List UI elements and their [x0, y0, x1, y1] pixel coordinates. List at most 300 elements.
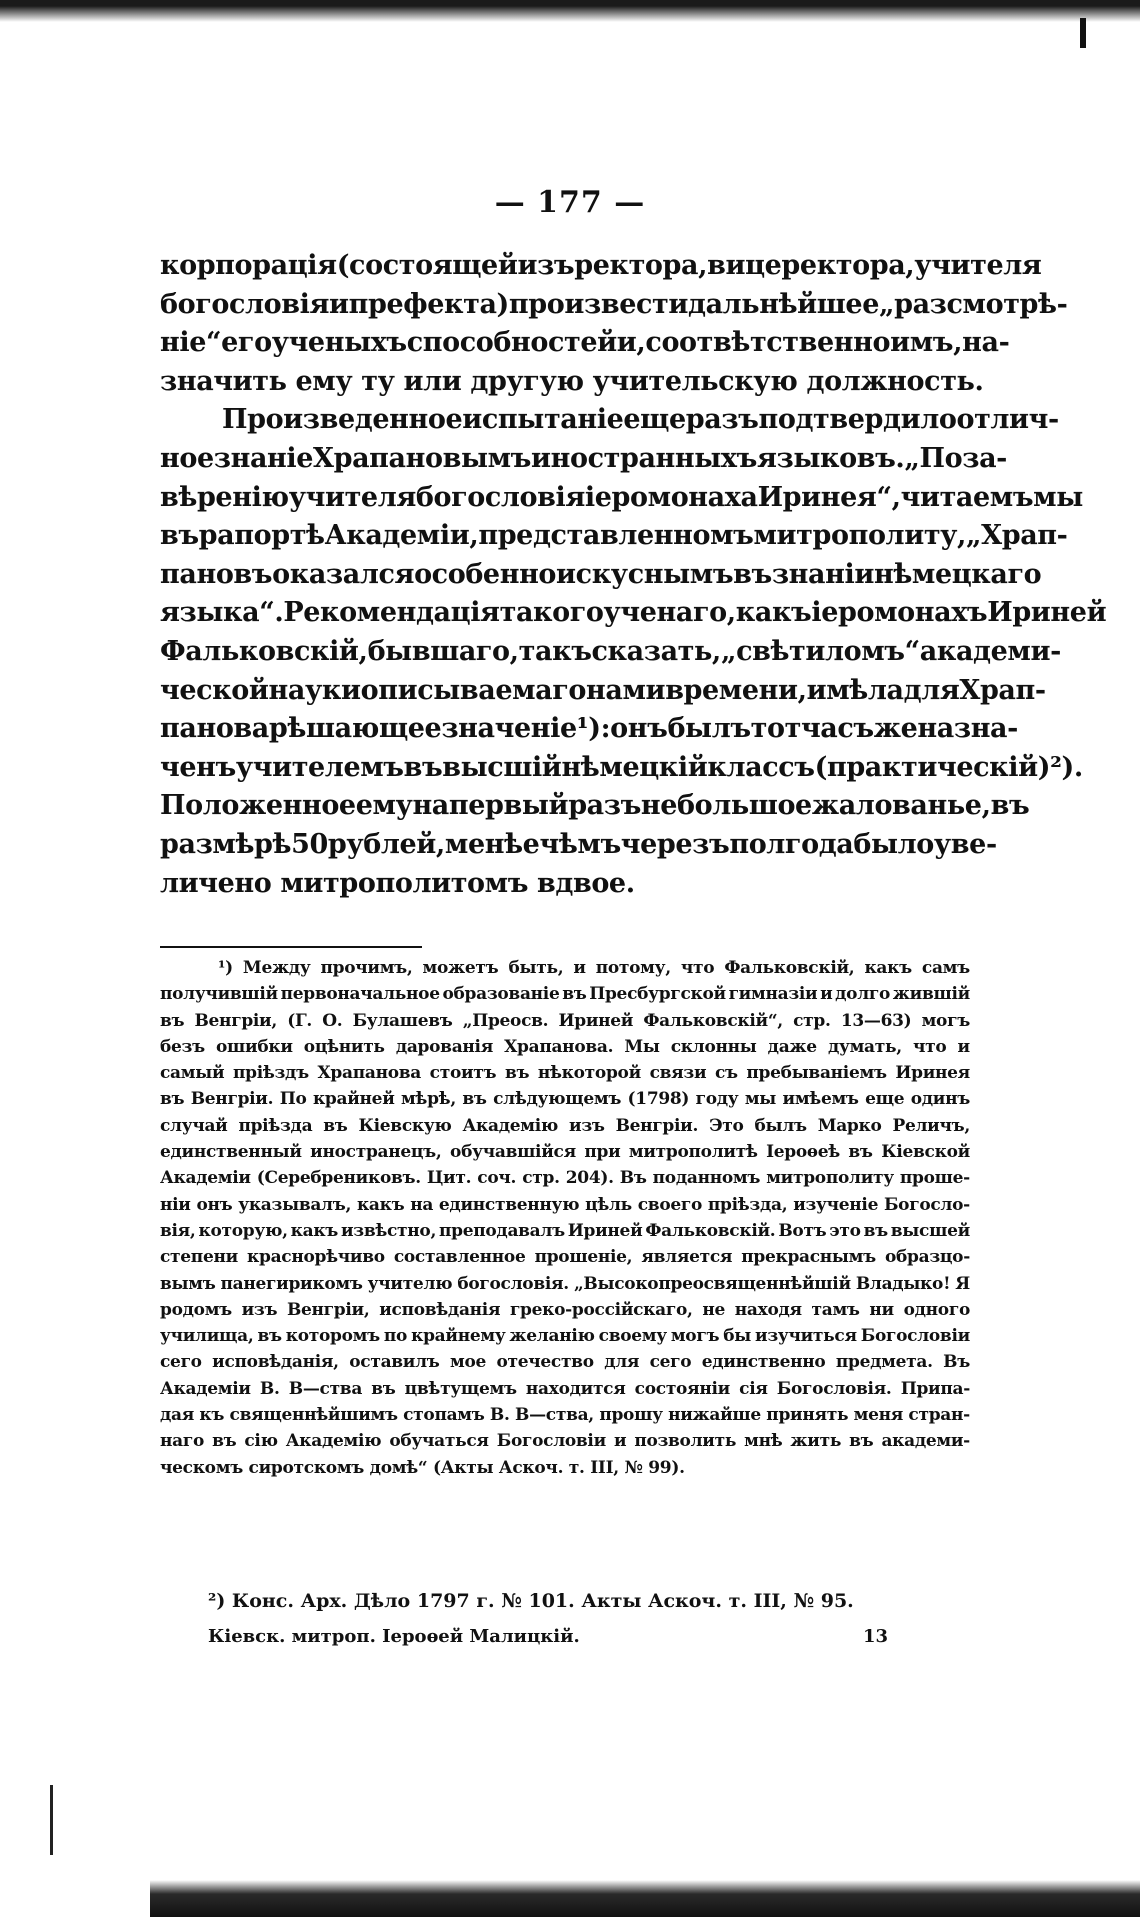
- word: греко-россійскаго,: [509, 1299, 693, 1320]
- word: въ: [257, 1326, 282, 1347]
- text-line: [160, 790, 1030, 829]
- text-line: [160, 520, 1068, 559]
- word: ученыхъ: [271, 327, 407, 359]
- word: ніе“: [160, 327, 222, 359]
- footnote-line: [160, 1195, 970, 1221]
- word: отлич-: [956, 404, 1059, 436]
- word: прочимъ,: [320, 958, 413, 978]
- main-text: [160, 250, 1107, 906]
- word: панова: [160, 713, 269, 745]
- footnote-line: ческомъ сиротскомъ домѣ“ (Акты Аскоч. т. III, № 99).: [160, 1457, 685, 1478]
- word: менѣе: [444, 828, 540, 860]
- word: богословія: [160, 288, 330, 320]
- text-line: [160, 481, 1083, 521]
- word: сего: [649, 1352, 692, 1373]
- word: „разсмотрѣ-: [878, 288, 1068, 320]
- word: вѣренію: [160, 481, 289, 513]
- footnote-line: [160, 1221, 970, 1247]
- word: жалованье,: [811, 790, 991, 822]
- word: связи: [649, 1063, 707, 1084]
- text-line: личено митрополитомъ вдвое.: [160, 867, 635, 899]
- word: 13—63): [840, 1010, 912, 1031]
- word: въ: [562, 984, 587, 1005]
- word: дарованія: [395, 1036, 493, 1057]
- word: пріѣзда,: [707, 1194, 788, 1215]
- word: Между: [242, 958, 311, 978]
- word: академи-: [881, 1431, 970, 1452]
- word: находится: [525, 1378, 626, 1399]
- word: родомъ: [160, 1299, 232, 1320]
- word: имѣла: [806, 674, 904, 706]
- word: Марко: [817, 1115, 882, 1136]
- word: жившій: [892, 984, 970, 1005]
- word: Фальковскій.: [645, 1220, 776, 1241]
- word: Положенное: [160, 790, 356, 822]
- word: В.: [489, 1405, 510, 1426]
- word: за-: [962, 442, 1007, 474]
- word: крайнему: [411, 1326, 506, 1347]
- word: могъ: [921, 1010, 970, 1031]
- word: получившій: [160, 984, 278, 1005]
- word: Иринея“,: [757, 481, 901, 513]
- word: митрополиту,: [753, 520, 967, 552]
- word: въ: [403, 751, 443, 783]
- word: единственный: [160, 1142, 302, 1163]
- word: способностей: [406, 327, 617, 359]
- word: оцѣнить: [303, 1036, 385, 1057]
- word: пановъ: [160, 558, 273, 590]
- word: разъ: [568, 790, 641, 822]
- word: стоитъ: [429, 1063, 497, 1084]
- word: языка“.: [160, 597, 284, 629]
- scan-edge-bottom: [150, 1880, 1140, 1917]
- word: случай: [160, 1115, 228, 1136]
- word: по: [383, 1326, 408, 1347]
- word: не: [702, 1299, 726, 1320]
- word: Богословія.: [776, 1378, 892, 1399]
- word: высшей: [890, 1220, 970, 1241]
- word: (практическій): [814, 751, 1051, 783]
- word: бывшаго,: [367, 635, 519, 667]
- word: нами: [586, 674, 666, 706]
- word: Венгріи,: [286, 1299, 370, 1320]
- word: пребываніемъ: [746, 1063, 887, 1084]
- signature-title: Кіевск. митроп. Іероѳей Малицкій.: [208, 1626, 580, 1647]
- footnote-line: [160, 1011, 970, 1037]
- word: меня: [853, 1405, 904, 1426]
- word: ное: [160, 442, 214, 474]
- word: (состоящей: [336, 250, 518, 281]
- word: Храпанова: [317, 1063, 421, 1084]
- word: нѣкоторой: [537, 1063, 641, 1084]
- word: такого: [499, 597, 604, 629]
- word: небольшое: [640, 790, 812, 822]
- word: поданномъ: [652, 1168, 761, 1189]
- word: иностранныхъ: [531, 442, 757, 474]
- footnote-line: [160, 958, 970, 984]
- word: вія,: [160, 1220, 196, 1241]
- word: подтвердило: [758, 404, 957, 436]
- word: Храпанова.: [504, 1036, 614, 1057]
- word: іеромонаха: [584, 481, 758, 513]
- word: Въ: [943, 1352, 970, 1373]
- word: (Серебрениковъ.: [256, 1168, 421, 1189]
- footnote-line: [160, 1089, 970, 1115]
- word: ему: [355, 790, 413, 822]
- word: степени: [160, 1247, 238, 1268]
- word: въ: [462, 1089, 487, 1110]
- word: Академію: [285, 1431, 382, 1452]
- word: гимназіи: [728, 984, 818, 1005]
- word: Ириней: [987, 597, 1107, 629]
- text-line: [160, 250, 1042, 289]
- word: Это: [709, 1115, 744, 1136]
- word: сія: [739, 1378, 768, 1399]
- word: при: [584, 1142, 621, 1163]
- word: это: [829, 1220, 861, 1241]
- scan-edge-top: [0, 0, 1140, 22]
- text-line: [160, 442, 1007, 482]
- word: Произведенное: [222, 404, 463, 436]
- word: слѣдующемъ: [493, 1089, 622, 1110]
- signature-mark: 13: [862, 1626, 888, 1647]
- word: дая: [160, 1405, 195, 1426]
- word: Булашевъ: [352, 1010, 453, 1031]
- word: на-: [962, 327, 1010, 359]
- word: нѣмецкій: [561, 751, 708, 783]
- word: извѣстно,: [340, 1220, 437, 1241]
- footnote-line: [160, 1037, 970, 1063]
- word: Припа-: [900, 1378, 970, 1399]
- word: къ: [199, 1405, 225, 1426]
- word: склонны: [670, 1036, 757, 1057]
- footnote-1: [160, 958, 970, 1484]
- word: Богословіи: [860, 1326, 970, 1347]
- word: особенно: [414, 558, 557, 590]
- word: и: [613, 1431, 627, 1452]
- word: бы: [723, 1326, 752, 1347]
- word: въ: [990, 790, 1030, 822]
- word: которомъ: [285, 1326, 380, 1347]
- word: стран-: [908, 1405, 970, 1426]
- word: языковъ.: [756, 442, 905, 474]
- word: Фальковскій“,: [643, 1010, 783, 1031]
- word: Кіевскую: [358, 1115, 452, 1136]
- word: первый: [448, 790, 569, 822]
- word: и: [820, 984, 833, 1005]
- word: учителемъ: [235, 751, 404, 783]
- word: митрополиту: [766, 1168, 894, 1189]
- word: указывалъ,: [238, 1194, 352, 1215]
- word: ¹):: [576, 713, 611, 745]
- word: знаніе: [213, 442, 314, 474]
- word: крайней: [312, 1089, 395, 1110]
- word: одинъ: [910, 1089, 970, 1110]
- word: оставилъ: [349, 1352, 440, 1373]
- word: нѣмецкаго: [873, 558, 1042, 590]
- footnote-line: [160, 1431, 970, 1457]
- word: какъ: [356, 1194, 405, 1215]
- word: имъ,: [890, 327, 963, 359]
- word: мое: [449, 1352, 487, 1373]
- word: Рекомендація: [283, 597, 500, 629]
- word: принять: [766, 1405, 849, 1426]
- footnote-line: [160, 1274, 970, 1300]
- word: вымъ: [160, 1273, 216, 1294]
- word: мы: [744, 1089, 777, 1110]
- word: преподавалъ: [439, 1220, 565, 1241]
- word: на: [412, 790, 449, 822]
- text-line: [160, 327, 1010, 366]
- footnote-2: ²) Конс. Арх. Дѣло 1797 г. № 101. Акты Аскоч. т. III, № 95.: [208, 1590, 854, 1612]
- word: наго: [160, 1431, 205, 1452]
- scan-mark: [50, 1785, 53, 1855]
- word: состояніи: [634, 1378, 730, 1399]
- word: Пресбургской: [589, 984, 726, 1005]
- word: Академію: [462, 1115, 559, 1136]
- word: въ: [160, 520, 199, 552]
- text-line: [160, 288, 1068, 328]
- word: онъ: [196, 1194, 233, 1215]
- footnote-line: [160, 1168, 970, 1194]
- word: прекраснымъ: [741, 1247, 876, 1268]
- word: самый: [160, 1063, 225, 1084]
- word: первоначальное: [280, 984, 440, 1005]
- word: въ: [733, 558, 772, 590]
- word: размѣрѣ: [160, 828, 292, 860]
- word: классъ: [707, 751, 815, 783]
- word: единственную: [438, 1194, 580, 1215]
- word: и: [957, 1036, 970, 1057]
- word: Академіи: [160, 1168, 251, 1189]
- word: такъ: [518, 635, 592, 667]
- word: корпорація: [160, 250, 337, 281]
- word: и: [573, 958, 586, 978]
- word: академи-: [919, 635, 1061, 667]
- footnote-line: [160, 1352, 970, 1378]
- word: (1798): [627, 1089, 690, 1110]
- word: науки: [268, 674, 361, 706]
- word: времени,: [665, 674, 807, 706]
- word: былъ: [754, 1115, 807, 1136]
- word: Іероѳеѣ: [766, 1142, 840, 1163]
- word: рѣшающее: [268, 713, 442, 745]
- word: Храпановымъ: [313, 442, 531, 474]
- word: 50: [291, 828, 328, 860]
- word: для: [604, 1352, 640, 1373]
- word: Венгріи,: [194, 1010, 277, 1031]
- word: дальнѣйшее: [687, 288, 879, 320]
- word: ²).: [1050, 751, 1083, 783]
- word: желанію: [509, 1326, 595, 1347]
- word: быть,: [508, 958, 564, 978]
- word: составленное: [393, 1247, 526, 1268]
- word: оказался: [272, 558, 415, 590]
- word: вицеректора,: [707, 250, 915, 281]
- word: Я: [955, 1273, 970, 1294]
- word: исповѣданія: [379, 1299, 501, 1320]
- word: черезъ: [620, 828, 730, 860]
- word: его: [221, 327, 272, 359]
- word: Богосло-: [883, 1194, 970, 1215]
- word: богословія: [415, 481, 585, 513]
- word: на: [410, 1194, 434, 1215]
- word: „По: [904, 442, 963, 474]
- word: въ: [160, 1010, 185, 1031]
- word: думать,: [827, 1036, 902, 1057]
- word: иностранецъ,: [310, 1142, 442, 1163]
- footnote-divider: [160, 946, 422, 948]
- word: полгода: [729, 828, 854, 860]
- word: ни: [869, 1299, 894, 1320]
- word: исповѣданія,: [212, 1352, 339, 1373]
- word: рапортѣ: [198, 520, 325, 552]
- word: изучиться: [755, 1326, 857, 1347]
- word: „Храп-: [966, 520, 1068, 552]
- word: изъ: [569, 1115, 605, 1136]
- word: искуснымъ: [556, 558, 734, 590]
- word: мы: [1033, 481, 1083, 513]
- word: Храп-: [959, 674, 1046, 706]
- footnote-line: [160, 984, 970, 1010]
- word: соотвѣтственно: [645, 327, 891, 359]
- word: онъ: [610, 713, 668, 745]
- word: ческой: [160, 674, 269, 706]
- word: „Высокопреосвященнѣйшій: [573, 1273, 851, 1294]
- word: митрополитѣ: [628, 1142, 758, 1163]
- word: В—ства: [288, 1378, 363, 1399]
- word: въ: [212, 1431, 237, 1452]
- word: разъ: [685, 404, 759, 436]
- word: какъ: [735, 597, 812, 629]
- word: ченъ: [160, 751, 236, 783]
- word: нижайше: [668, 1405, 761, 1426]
- word: „свѣтиломъ“: [720, 635, 920, 667]
- word: сказать,: [591, 635, 721, 667]
- word: Владыко!: [855, 1273, 951, 1294]
- word: въ: [371, 1378, 396, 1399]
- word: еще: [865, 1089, 905, 1110]
- word: По: [279, 1089, 307, 1110]
- word: проше-: [899, 1168, 970, 1189]
- word: сего: [160, 1352, 202, 1373]
- word: Иринея: [895, 1063, 970, 1084]
- word: обучавшійся: [450, 1142, 576, 1163]
- word: Ириней: [558, 1010, 634, 1031]
- word: пріѣздъ: [232, 1063, 309, 1084]
- word: изученіе: [793, 1194, 879, 1215]
- text-line: [160, 404, 1059, 443]
- word: жить: [790, 1431, 842, 1452]
- word: находя: [734, 1299, 802, 1320]
- word: Венгріи.: [615, 1115, 699, 1136]
- word: еще: [623, 404, 686, 436]
- word: соч.: [477, 1168, 517, 1189]
- footnote-line: [160, 1326, 970, 1352]
- word: долго: [835, 984, 891, 1005]
- word: описываемаго: [360, 674, 587, 706]
- word: для: [903, 674, 960, 706]
- word: которую,: [198, 1220, 288, 1241]
- word: богословія.: [457, 1273, 569, 1294]
- word: учителю: [367, 1273, 453, 1294]
- word: тамъ: [811, 1299, 860, 1320]
- word: является: [641, 1247, 733, 1268]
- word: былъ: [667, 713, 751, 745]
- word: учителя: [914, 250, 1042, 281]
- word: единственно: [701, 1352, 826, 1373]
- word: какъ: [864, 958, 912, 978]
- word: назна-: [917, 713, 1018, 745]
- word: образованіе: [442, 984, 560, 1005]
- word: предмета.: [835, 1352, 933, 1373]
- word: іеромонахъ: [811, 597, 988, 629]
- word: сію: [244, 1431, 278, 1452]
- word: Венгріи.: [190, 1089, 274, 1110]
- word: можетъ: [422, 958, 499, 978]
- word: стр.: [522, 1168, 560, 1189]
- text-line: [160, 597, 1107, 636]
- word: (Г.: [287, 1010, 313, 1031]
- word: училища,: [160, 1326, 254, 1347]
- word: цвѣтущемъ: [404, 1378, 517, 1399]
- word: потому,: [595, 958, 671, 978]
- word: что: [912, 1036, 947, 1057]
- word: безъ: [160, 1036, 205, 1057]
- word: Фальковскій,: [160, 635, 368, 667]
- word: Фальковскій,: [724, 958, 855, 978]
- word: образцо-: [884, 1247, 970, 1268]
- printer-signature: [208, 1626, 888, 1647]
- word: мѣрѣ,: [400, 1089, 456, 1110]
- word: произвести: [508, 288, 688, 320]
- text-line: [160, 635, 1061, 675]
- word: ¹): [218, 958, 233, 978]
- word: рублей,: [327, 828, 445, 860]
- word: въ: [504, 1063, 530, 1084]
- word: священнѣйшимъ: [229, 1405, 398, 1426]
- word: Ириней: [567, 1220, 643, 1241]
- word: префекта): [348, 288, 509, 320]
- word: своего: [637, 1194, 703, 1215]
- word: краснорѣчиво: [247, 1247, 385, 1268]
- word: одного: [903, 1299, 970, 1320]
- word: ніи: [160, 1194, 191, 1215]
- text-line: [160, 558, 1042, 598]
- word: В—ства,: [515, 1405, 594, 1426]
- footnote-line: [160, 1063, 970, 1089]
- word: въ: [863, 1220, 888, 1241]
- word: ректора,: [574, 250, 708, 281]
- word: что: [680, 958, 715, 978]
- word: въ: [849, 1431, 874, 1452]
- word: было: [853, 828, 934, 860]
- word: пріѣзда: [238, 1115, 313, 1136]
- word: мнѣ: [744, 1431, 783, 1452]
- word: Академіи,: [324, 520, 479, 552]
- text-line: значить ему ту или другую учительскую должность.: [160, 365, 984, 397]
- word: Академіи: [160, 1378, 251, 1399]
- word: въ: [160, 1089, 185, 1110]
- word: чѣмъ: [539, 828, 621, 860]
- word: Вотъ: [778, 1220, 827, 1241]
- footnote-line: [160, 1300, 970, 1326]
- word: Въ: [619, 1168, 647, 1189]
- word: стопамъ: [403, 1405, 485, 1426]
- footnote-line: [160, 1247, 970, 1273]
- word: какъ: [290, 1220, 339, 1241]
- word: могъ: [670, 1326, 720, 1347]
